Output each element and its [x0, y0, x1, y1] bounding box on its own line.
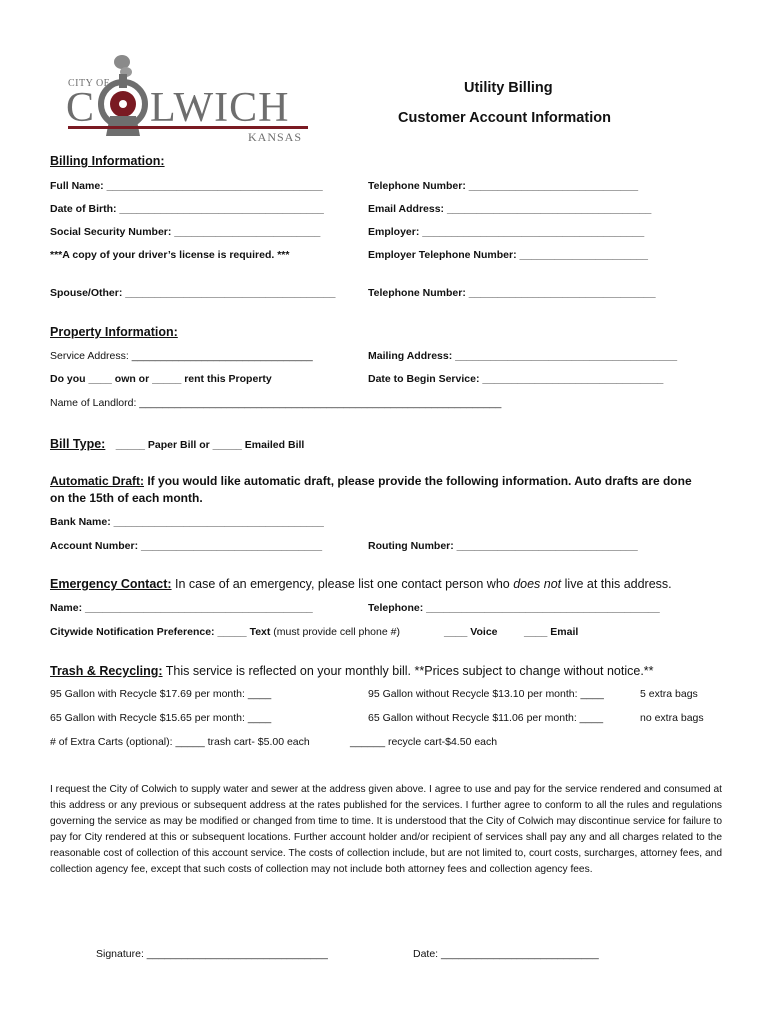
bill-type-options[interactable]: _____ Paper Bill or _____ Emailed Bill [115, 439, 305, 451]
trash-65-recycle[interactable]: 65 Gallon with Recycle $15.65 per month: ____ [50, 712, 272, 724]
ssn-field[interactable]: Social Security Number: _________________________ [50, 226, 321, 238]
emergency-desc-b: live at this address. [561, 577, 672, 591]
bank-name-field[interactable]: Bank Name: ____________________________________ [50, 516, 324, 528]
dob-field[interactable]: Date of Birth: ___________________________________ [50, 203, 324, 215]
property-heading: Property Information: [50, 325, 178, 339]
license-note: ***A copy of your driver’s license is required. *** [50, 249, 290, 261]
agreement-paragraph: I request the City of Colwich to supply water and sewer at the address given above. I agree to use and pay for the service rendered and consumed at this address or any previous or subsequent address at the rates published for the services. I further agree to conform to all the rules and regulations governing the service as may be modified or changed from time to time. It is understood that the City of Colwich may discontinue service for failure to pay for City rendered at this or subsequent locations. Further account holder and/or recipient of services shall pay any and all charges related to the reasonable cost of collection of this account service. The costs of collection include, but are not limited to, court costs, surcharges, attorney fees, and collection agency fee, except that such costs of collection may not include both attorney fees and collection agency fees. [50, 784, 722, 875]
account-number-field[interactable]: Account Number: _______________________________ [50, 540, 323, 552]
logo-state: KANSAS [248, 130, 303, 144]
full-name-field[interactable]: Full Name: _____________________________________ [50, 180, 323, 192]
email-field[interactable]: Email Address: ___________________________________ [368, 203, 652, 215]
auto-draft-label: Automatic Draft: [50, 474, 145, 488]
emergency-label: Emergency Contact: [50, 577, 172, 591]
landlord-field[interactable]: Name of Landlord: ______________________________________________________________ [50, 397, 502, 409]
trash-text [50, 664, 654, 678]
bill-type-row [50, 435, 304, 453]
telephone-field[interactable]: Telephone Number: _____________________________ [368, 180, 639, 192]
extra-trash-carts[interactable]: # of Extra Carts (optional): _____ trash cart- $5.00 each [50, 736, 310, 748]
trash-desc: This service is reflected on your monthly bill. **Prices subject to change without notice.** [162, 664, 654, 678]
logo-letter-c: C [66, 85, 95, 131]
trash-95-recycle[interactable]: 95 Gallon with Recycle $17.69 per month: ____ [50, 688, 272, 700]
emergency-telephone-field[interactable]: Telephone: ________________________________________ [368, 602, 660, 614]
mailing-address-field[interactable]: Mailing Address: ______________________________________ [368, 350, 678, 362]
pref-email-option[interactable]: ____ Email [524, 626, 579, 638]
spouse-field[interactable]: Spouse/Other: ____________________________________ [50, 287, 336, 299]
own-rent-field[interactable]: Do you ____ own or _____ rent this Property [50, 373, 272, 385]
emergency-name-field[interactable]: Name: _______________________________________ [50, 602, 313, 614]
city-logo [66, 52, 316, 148]
routing-number-field[interactable]: Routing Number: _______________________________ [368, 540, 638, 552]
trash-label: Trash & Recycling: [50, 664, 163, 678]
form-title: Utility Billing [464, 80, 553, 96]
trash-65-extra-bags: no extra bags [640, 712, 704, 724]
auto-draft-desc-2: on the 15th of each month. [50, 491, 203, 505]
emergency-desc-a: In case of an emergency, please list one contact person who [171, 577, 514, 591]
extra-recycle-carts[interactable]: ______ recycle cart-$4.50 each [350, 736, 498, 748]
emergency-text [50, 577, 672, 591]
signature-field[interactable]: Signature: _______________________________ [96, 948, 328, 960]
bill-type-label: Bill Type: [50, 437, 106, 451]
emergency-desc-em: does not [513, 577, 562, 591]
logo-city-of: CITY OF [68, 78, 110, 89]
auto-draft-desc: If you would like automatic draft, please provide the following information. Auto drafts are done [144, 474, 692, 488]
service-address-field[interactable]: Service Address: _______________________________ [50, 350, 313, 362]
trash-95-no-recycle[interactable]: 95 Gallon without Recycle $13.10 per month: ____ [368, 688, 604, 700]
pref-text-option[interactable]: Citywide Notification Preference: _____ Text [50, 626, 271, 638]
trash-65-no-recycle[interactable]: 65 Gallon without Recycle $11.06 per month: ____ [368, 712, 604, 724]
trash-95-extra-bags: 5 extra bags [640, 688, 698, 700]
spouse-phone-field[interactable]: Telephone Number: ________________________________ [368, 287, 656, 299]
begin-service-field[interactable]: Date to Begin Service: _______________________________ [368, 373, 664, 385]
pref-note: (must provide cell phone #) [270, 626, 400, 638]
employer-field[interactable]: Employer: ______________________________________ [368, 226, 645, 238]
form-subtitle: Customer Account Information [398, 110, 611, 126]
logo-name: LWICH [150, 85, 290, 131]
date-field[interactable]: Date: ___________________________ [413, 948, 599, 960]
auto-draft-text [50, 474, 692, 488]
employer-phone-field[interactable]: Employer Telephone Number: ______________________ [368, 249, 648, 261]
pref-voice-option[interactable]: ____ Voice [444, 626, 498, 638]
notification-preference [50, 626, 400, 638]
billing-heading: Billing Information: [50, 154, 165, 168]
